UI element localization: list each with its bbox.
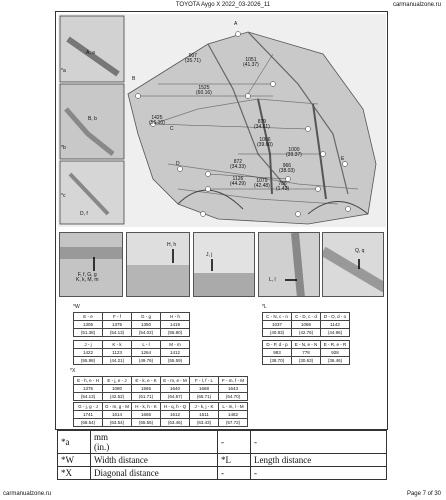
legend-key: - — [218, 467, 251, 480]
dim-label: 966 (38.03) — [279, 163, 295, 174]
dim-label: 872 (34.33) — [230, 159, 246, 170]
legend-key: *L — [218, 454, 251, 467]
legend-key: *X — [58, 467, 91, 480]
legend-table — [57, 430, 387, 480]
header-site: carmanualzone.ru — [392, 2, 441, 8]
legend-value: mm (in.) — [91, 431, 218, 454]
inset-tag: Q, q — [355, 248, 365, 254]
dim-label: 907 (35.71) — [185, 53, 201, 64]
inset-tag: B, b — [88, 116, 97, 122]
dim-label: 786 (1.42) — [276, 181, 290, 192]
legend-key: *W — [58, 454, 91, 467]
x-table-1: E - h, e - H E - j, e - J E - k, e - K E - m, e - M F - l, f - L F - m, f - M 1375 1080 1565 1640 1668 1643 (54.13) (42.52) (61.71) (64.57) (65.71) (64.70) — [73, 376, 248, 401]
doc-title: TOYOTA Aygo X 2022_03-2026_11 — [175, 2, 271, 8]
inset-tag: J, j — [206, 252, 213, 258]
l-table-2: D - P, d - p E - N, e - N E - R, e - R 983 778 928 (38.70) (30.63) (36.46) — [262, 340, 350, 365]
star-mark: *c — [61, 193, 66, 199]
dim-label: 879 (34.61) — [254, 119, 270, 130]
inset-drawing — [323, 233, 384, 297]
inset-tag: D, f — [80, 211, 88, 217]
inset-drawing — [194, 233, 255, 297]
point-label: E — [341, 156, 345, 162]
inset-tag: H, h — [167, 242, 177, 248]
inset-tag: A, a — [86, 50, 95, 56]
point-label: B — [132, 76, 136, 82]
dim-label: 1000 (39.37) — [286, 147, 302, 158]
inset-q — [322, 232, 384, 297]
dim-label: 1051 (41.37) — [243, 57, 259, 68]
car-body-diagram — [58, 14, 386, 227]
inset-l — [258, 232, 320, 297]
legend-value: Width distance — [91, 454, 218, 467]
inset-f-g-k-m — [59, 232, 123, 297]
dim-label: 1425 (56.10) — [149, 115, 165, 126]
l-table-1: C - N, c - n C - D, c - d D - O, d - o 1037 1086 1142 (40.83) (42.76) (44.96) — [262, 312, 350, 337]
point-label: C — [170, 126, 174, 132]
page-number: Page 7 of 30 — [406, 491, 441, 497]
legend-value: - — [251, 467, 387, 480]
w-table-1: E - e F - f G - g H - h 1305 1375 1350 1419 (51.38) (54.13) (54.02) (55.80) — [73, 312, 190, 337]
dim-label: 1079 (42.48) — [254, 178, 270, 189]
page-header — [0, 0, 446, 10]
point-label: A — [234, 21, 238, 27]
inset-j — [193, 232, 255, 297]
section-w-label: *W — [73, 304, 80, 310]
dim-label: 1525 (60.16) — [196, 85, 212, 96]
car-body-drawing — [58, 14, 386, 227]
star-mark: *a — [61, 68, 66, 74]
inset-h — [126, 232, 190, 297]
legend-value: Diagonal distance — [91, 467, 218, 480]
dim-label: 1126 (44.29) — [230, 176, 246, 187]
legend-key: *a — [58, 431, 91, 454]
inset-drawing — [259, 233, 320, 297]
inset-tag: L, l — [269, 277, 276, 283]
inset-drawing — [60, 233, 123, 297]
dim-label: 1006 (39.60) — [257, 137, 273, 148]
legend-value: Length distance — [251, 454, 387, 467]
legend-value: - — [251, 431, 387, 454]
star-mark: *b — [61, 145, 66, 151]
legend-key: - — [218, 431, 251, 454]
inset-tag: F, f, G, g K, k, M, m — [76, 272, 99, 283]
w-table-2: J - j K - k L - l M - m 1422 1123 1264 1412 (55.98) (44.21) (49.76) (55.59) — [73, 340, 190, 365]
point-label: D — [176, 161, 180, 167]
footer-site: carmanualzone.ru — [3, 491, 52, 497]
inset-drawing — [127, 233, 190, 297]
section-x-label: *X — [70, 368, 76, 374]
x-table-2: G - j, g - J G - m, g - M H - k, h - K H - q, h - Q J - k, j - K L - m, l - M 1741 1614 1665 1612 1611 1482 (68.54) (63.54) (65.55) (63.46) (63.43) (57.72) — [73, 402, 248, 427]
section-l-label: *L — [262, 304, 267, 310]
